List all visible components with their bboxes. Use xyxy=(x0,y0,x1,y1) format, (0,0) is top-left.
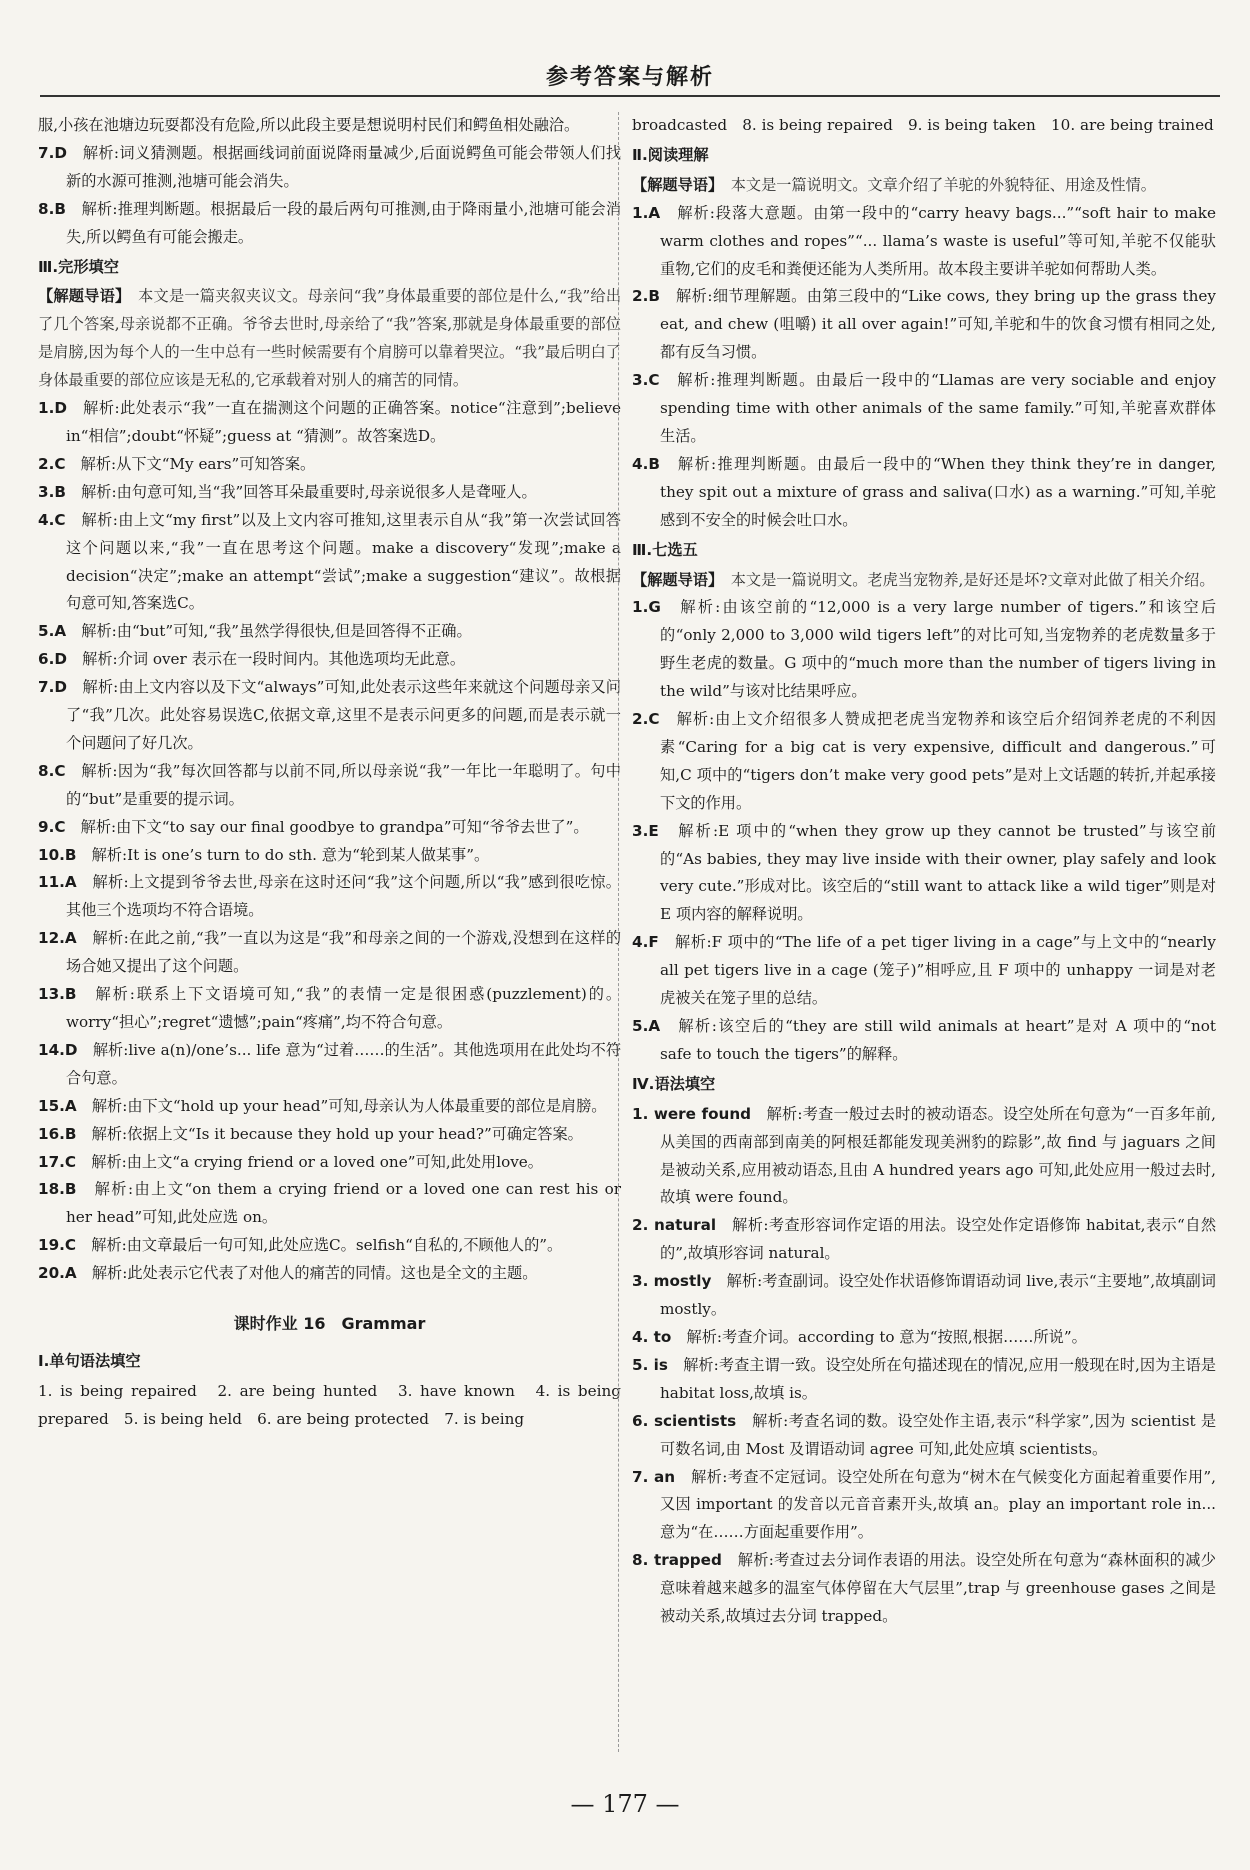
answer-item xyxy=(632,1212,1216,1268)
answer-explanation: 解析:联系上下文语境可知,“我”的表情一定是很困惑(puzzlement)的。worry“担心”;regret“遗憾”;pain“疼痛”,均不符合句意。 xyxy=(66,985,622,1031)
answer-explanation: 解析:E 项中的“when they grow up they cannot be trusted”与该空前的“As babies, they may live inside with their owner, play safely and look very cute.”形成对比。该空后的“still want to attack like a wild tiger”则是对 E 项内容的解释说明。 xyxy=(660,821,1217,924)
answer-explanation: 解析:细节理解题。由第三段中的“Like cows, they bring up the grass they eat, and chew (咀嚼) it all over again!”可知,羊驼和牛的饮食习惯有相同之处,都有反刍习惯。 xyxy=(660,287,1216,362)
answer-explanation: 解析:考查名词的数。设空处作主语,表示“科学家”,因为 scientist 是可数名词,由 Most 及谓语动词 agree 可知,此处应填 scientists。 xyxy=(660,1411,1217,1458)
answer-number: 8.C xyxy=(38,761,66,780)
answer-explanation: 解析:考查主谓一致。设空处所在句描述现在的情况,应用一般现在时,因为主语是 habitat loss,故填 is。 xyxy=(660,1355,1216,1402)
answer-item xyxy=(38,140,621,196)
answer-explanation: 解析:推理判断题。由最后一段中的“When they think they’re in danger, they spit out a mixture of grass and saliva(口水) as a warning.”可知,羊驼感到不安全的时候会吐口水。 xyxy=(660,454,1217,529)
lesson-title: 课时作业 16 Grammar xyxy=(233,1314,426,1334)
answer-item xyxy=(38,1260,621,1288)
answer-number: 7.D xyxy=(38,678,67,697)
answer-item xyxy=(38,758,621,814)
answer-item xyxy=(632,1408,1216,1464)
answer-number: 1.G xyxy=(632,598,661,617)
guide-block xyxy=(38,283,621,395)
guide-label: 【解题导语】 xyxy=(38,287,123,306)
answer-number: 11.A xyxy=(38,873,77,892)
paragraph: broadcasted 8. is being repaired 9. is being taken 10. are being trained xyxy=(632,116,1214,134)
answer-explanation: 解析:介词 over 表示在一段时间内。其他选项均无此意。 xyxy=(82,650,466,669)
answer-item xyxy=(632,451,1216,535)
answer-item xyxy=(632,594,1216,706)
answer-explanation: 解析:考查形容词作定语的用法。设空处作定语修饰 habitat,表示“自然的”,故填形容词 natural。 xyxy=(660,1216,1217,1263)
section-heading: Ⅲ.完形填空 xyxy=(38,257,119,276)
answer-explanation: 解析:推理判断题。由最后一段中的“Llamas are very sociable and enjoy spending time with other animals of the same family.”可知,羊驼喜欢群体生活。 xyxy=(660,371,1217,445)
answer-number: 13.B xyxy=(38,985,77,1004)
answer-number: 7. an xyxy=(632,1467,676,1486)
answer-explanation: 解析:F 项中的“The life of a pet tiger living in a cage”与上文中的“nearly all pet tigers live in a cage (笼子)”相呼应,且 F 项中的 unhappy 一词是对老虎被关在笼子里的总结。 xyxy=(660,933,1216,1008)
answer-item xyxy=(632,1324,1216,1352)
answer-explanation: 解析:由句意可知,当“我”回答耳朵最重要时,母亲说很多人是聋哑人。 xyxy=(81,482,537,501)
answer-item xyxy=(632,200,1216,284)
answer-item xyxy=(38,451,621,479)
answer-item xyxy=(632,1013,1216,1069)
answer-item xyxy=(38,814,621,842)
answer-explanation: 解析:由上文介绍很多人赞成把老虎当宠物养和该空后介绍饲养老虎的不利因素“Caring for a big cat is very expensive, difficult and dangerous.”可知,C 项中的“tigers don’t make very good pets”是对上文话题的转折,并起承接下文的作用。 xyxy=(660,710,1217,812)
paragraph: 1. is being repaired 2. are being hunted 3. have known 4. is being prepared 5. is being held 6. are being protected 7. is being xyxy=(38,1381,621,1428)
answer-number: 3.E xyxy=(632,821,659,840)
answer-item xyxy=(632,1101,1216,1213)
answer-number: 1.A xyxy=(632,203,661,222)
answer-item xyxy=(38,479,621,507)
answer-explanation: 解析:该空后的“they are still wild animals at heart”是对 A 项中的“not safe to touch the tigers”的解释。 xyxy=(660,1017,1216,1063)
answer-item xyxy=(632,283,1216,367)
guide-text: 本文是一篇夹叙夹议文。母亲问“我”身体最重要的部位是什么,“我”给出了几个答案,母亲说都不正确。爷爷去世时,母亲给了“我”答案,那就是身体最重要的部位是肩膀,因为每个人的一生中总有一些时候需要有个肩膀可以靠着哭泣。“我”最后明白了身体最重要的部位应该是无私的,它承载着对别人的痛苦的同情。 xyxy=(38,287,622,390)
answer-number: 6.D xyxy=(38,650,67,669)
right-column xyxy=(632,112,1216,1631)
answer-number: 15.A xyxy=(38,1096,77,1115)
answer-explanation: 解析:此处表示“我”一直在揣测这个问题的正确答案。notice“注意到”;believe in“相信”;doubt“怀疑”;guess at “猜测”。故答案选D。 xyxy=(66,399,622,445)
answer-item xyxy=(632,818,1216,930)
section-heading: Ⅲ.七选五 xyxy=(632,540,698,559)
answer-explanation: 解析:由上文“on them a crying friend or a loved one can rest his or her head”可知,此处应选 on。 xyxy=(66,1180,622,1227)
guide-text: 本文是一篇说明文。文章介绍了羊驼的外貌特征、用途及性情。 xyxy=(730,175,1156,194)
guide-label: 【解题导语】 xyxy=(632,175,716,194)
answer-item xyxy=(38,869,621,925)
answer-item xyxy=(38,1232,621,1260)
answer-number: 5.A xyxy=(632,1017,661,1035)
answer-item xyxy=(632,1352,1216,1408)
answer-explanation: 解析:考查过去分词作表语的用法。设空处所在句意为“森林面积的减少意味着越来越多的温室气体停留在大气层里”,trap 与 greenhouse gases 之间是被动关系,故填过去分词 trapped。 xyxy=(660,1551,1216,1626)
answer-explanation: 解析:live a(n)/one’s... life 意为“过着……的生活”。其他选项用在此处均不符合句意。 xyxy=(66,1040,622,1087)
answer-item xyxy=(38,1176,621,1232)
answer-item xyxy=(38,842,621,870)
answer-number: 2. natural xyxy=(632,1216,717,1235)
answer-item xyxy=(38,395,621,451)
answer-explanation: 解析:在此之前,“我”一直以为这是“我”和母亲之间的一个游戏,没想到在这样的场合她又提出了这个问题。 xyxy=(66,929,622,976)
answer-number: 8. trapped xyxy=(632,1551,722,1570)
answer-number: 3.C xyxy=(632,371,660,390)
answer-number: 19.C xyxy=(38,1236,77,1255)
answer-item xyxy=(632,929,1216,1013)
answer-explanation: 解析:段落大意题。由第一段中的“carry heavy bags...”“soft hair to make warm clothes and ropes”“... llama’s waste is useful”等可知,羊驼不仅能驮重物,它们的皮毛和粪便还能为人类所用。故本段主要讲羊驼如何帮助人类。 xyxy=(660,203,1217,278)
answer-number: 12.A xyxy=(38,929,77,948)
answer-number: 14.D xyxy=(38,1040,78,1059)
answer-number: 4.F xyxy=(632,933,659,952)
answer-number: 20.A xyxy=(38,1264,77,1283)
answer-number: 7.D xyxy=(38,143,67,162)
answer-explanation: 解析:因为“我”每次回答都与以前不同,所以母亲说“我”一年比一年聪明了。句中的“but”是重要的提示词。 xyxy=(66,761,621,808)
answer-explanation: 解析:由“but”可知,“我”虽然学得很快,但是回答得不正确。 xyxy=(81,622,472,641)
answer-explanation: 解析:词义猜测题。根据画线词前面说降雨量减少,后面说鳄鱼可能会带领人们找新的水源可推测,池塘可能会消失。 xyxy=(66,143,622,190)
answer-explanation: 解析:此处表示它代表了对他人的痛苦的同情。这也是全文的主题。 xyxy=(91,1264,538,1283)
paragraph: 服,小孩在池塘边玩耍都没有危险,所以此段主要是想说明村民们和鳄鱼相处融洽。 xyxy=(38,116,580,134)
section-heading: Ⅳ.语法填空 xyxy=(632,1074,716,1093)
answer-number: 2.B xyxy=(632,287,660,306)
answer-explanation: 解析:由上文“my first”以及上文内容可推知,这里表示自从“我”第一次尝试回答这个问题以来,“我”一直在思考这个问题。make a discovery“发现”;make a decision“决定”;make an attempt“尝试”;make a suggestion“建议”。故根据句意可知,答案选C。 xyxy=(66,510,621,613)
answer-item xyxy=(38,646,621,674)
answer-explanation: 解析:从下文“My ears”可知答案。 xyxy=(80,454,316,473)
page-number: — 177 — xyxy=(570,1790,680,1818)
section-heading: Ⅰ.单句语法填空 xyxy=(38,1351,141,1370)
answer-item xyxy=(38,981,621,1037)
page-header xyxy=(40,60,1220,100)
answer-number: 2.C xyxy=(38,454,66,473)
answer-item xyxy=(38,1093,621,1121)
answer-item xyxy=(38,674,621,758)
answer-item xyxy=(632,1464,1216,1548)
answer-item xyxy=(632,706,1216,818)
answer-explanation: 解析:推理判断题。根据最后一段的最后两句可推测,由于降雨量小,池塘可能会消失,所以鳄鱼有可能会搬走。 xyxy=(66,199,621,246)
guide-text: 本文是一篇说明文。老虎当宠物养,是好还是坏?文章对此做了相关介绍。 xyxy=(730,570,1215,589)
answer-explanation: 解析:由该空前的“12,000 is a very large number of tigers.”和该空后的“only 2,000 to 3,000 wild tigers left”的对比可知,当宠物养的老虎数量多于野生老虎的数量。G 项中的“much more than the number of tigers living in the wild”与该对比结果呼应。 xyxy=(660,598,1217,701)
header-rule xyxy=(40,95,1220,97)
guide-block xyxy=(632,172,1216,200)
answer-number: 5.A xyxy=(38,622,67,641)
answer-item xyxy=(38,1037,621,1093)
answer-number: 9.C xyxy=(38,817,66,836)
answer-explanation: 解析:由上文“a crying friend or a loved one”可知,此处用love。 xyxy=(91,1152,543,1171)
answer-explanation: 解析:考查不定冠词。设空处所在句意为“树木在气候变化方面起着重要作用”,又因 important 的发音以元音音素开头,故填 an。play an important role in... 意为“在……方面起重要作用”。 xyxy=(660,1467,1217,1542)
answer-number: 8.B xyxy=(38,199,66,218)
answer-item xyxy=(38,1149,621,1177)
answer-item xyxy=(632,1268,1216,1324)
answer-explanation: 解析:由上文内容以及下文“always”可知,此处表示这些年来就这个问题母亲又问了“我”几次。此处容易误选C,依据文章,这里不是表示问更多的问题,而是表示就一个问题问了好几次。 xyxy=(66,678,621,752)
answer-item xyxy=(38,618,621,646)
answer-explanation: 解析:依据上文“Is it because they hold up your head?”可确定答案。 xyxy=(91,1124,583,1143)
answer-number: 3. mostly xyxy=(632,1272,712,1291)
section-heading: Ⅱ.阅读理解 xyxy=(632,145,709,164)
answer-explanation: 解析:考查介词。according to 意为“按照,根据……所说”。 xyxy=(686,1327,1087,1346)
answer-number: 4. to xyxy=(632,1327,672,1346)
answer-number: 17.C xyxy=(38,1152,77,1171)
answer-explanation: 解析:上文提到爷爷去世,母亲在这时还问“我”这个问题,所以“我”感到很吃惊。其他三个选项均不符合语境。 xyxy=(66,873,621,920)
answer-explanation: 解析:由下文“to say our final goodbye to grandpa”可知“爷爷去世了”。 xyxy=(80,817,589,836)
answer-item xyxy=(632,367,1216,451)
guide-block xyxy=(632,567,1216,595)
answer-item xyxy=(38,1121,621,1149)
answer-number: 4.C xyxy=(38,510,66,529)
answer-item xyxy=(38,925,621,981)
answer-explanation: 解析:考查副词。设空处作状语修饰谓语动词 live,表示“主要地”,故填副词 mostly。 xyxy=(660,1272,1216,1319)
answer-number: 3.B xyxy=(38,482,66,501)
answer-explanation: 解析:由下文“hold up your head”可知,母亲认为人体最重要的部位是肩膀。 xyxy=(91,1096,607,1115)
guide-label: 【解题导语】 xyxy=(632,570,716,589)
answer-number: 2.C xyxy=(632,710,660,729)
answer-explanation: 解析:考查一般过去时的被动语态。设空处所在句意为“一百多年前,从美国的西南部到南美的阿根廷都能发现美洲豹的踪影”,故 find 与 jaguars 之间是被动关系,应用被动语态,且由 A hundred years ago 可知,此处应用一般过去时,故填 were found。 xyxy=(660,1104,1216,1207)
answer-explanation: 解析:由文章最后一句可知,此处应选C。selfish“自私的,不顾他人的”。 xyxy=(91,1236,563,1255)
answer-item xyxy=(38,507,621,619)
answer-explanation: 解析:It is one’s turn to do sth. 意为“轮到某人做某事”。 xyxy=(91,845,490,864)
answer-number: 1.D xyxy=(38,399,67,418)
answer-number: 18.B xyxy=(38,1180,77,1199)
answer-number: 1. were found xyxy=(632,1104,751,1123)
answer-number: 5. is xyxy=(632,1355,668,1374)
answer-number: 4.B xyxy=(632,454,660,473)
answer-number: 16.B xyxy=(38,1124,77,1143)
header-title: 参考答案与解析 xyxy=(545,65,714,90)
left-column xyxy=(38,112,621,1434)
answer-number: 10.B xyxy=(38,845,77,864)
answer-item xyxy=(632,1547,1216,1631)
answer-number: 6. scientists xyxy=(632,1411,737,1430)
answer-item xyxy=(38,196,621,252)
column-divider xyxy=(618,112,619,1752)
